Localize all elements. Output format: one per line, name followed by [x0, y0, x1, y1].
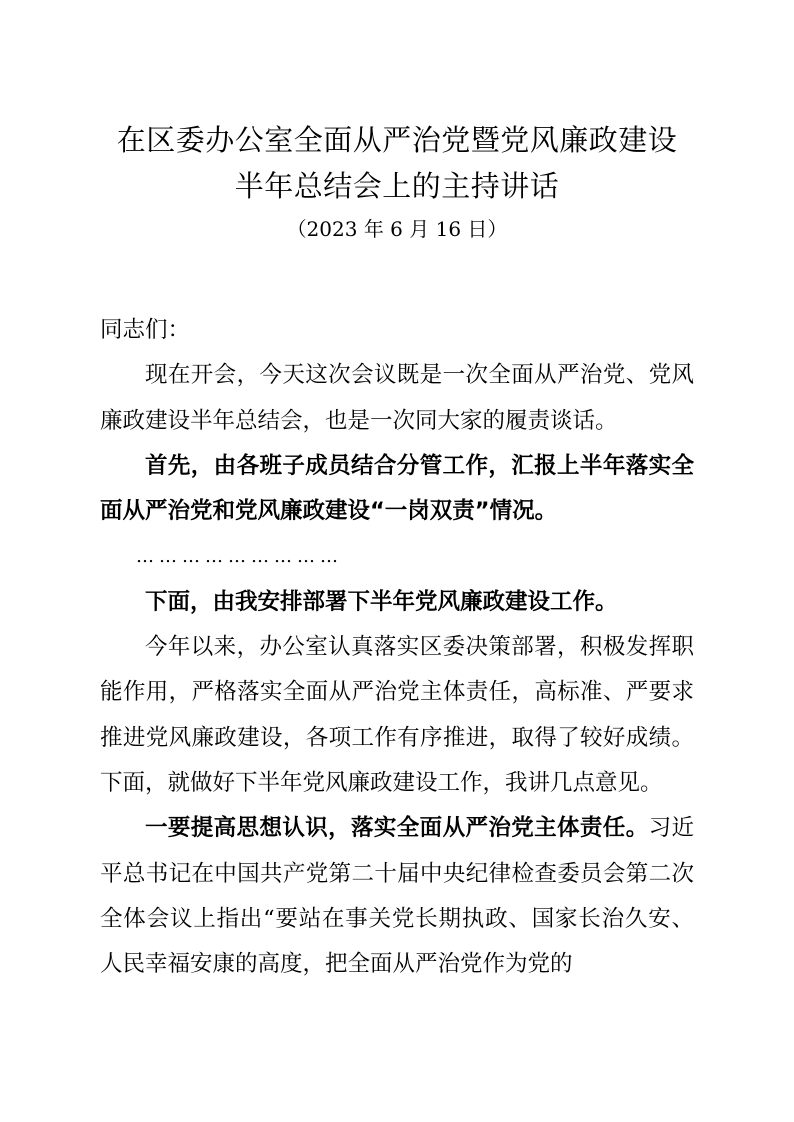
paragraph-summary: 今年以来，办公室认真落实区委决策部署，积极发挥职能作用，严格落实全面从严治党主体责任，高标准、严要求推进党风廉政建设，各项工作有序推进，取得了较好成绩。下面，就做好下半年党风廉政建设工作，我讲几点意见。	[100, 634, 694, 796]
point-one-text: 习近平总书记在中国共产党第二十届中央纪律检查委员会第二次全体会议上指出“要站在事关党长期执政、国家长治久安、人民幸福安康的高度，把全面从严治党作为党的	[100, 815, 694, 978]
salutation: 同志们：	[100, 317, 191, 343]
document-date: （2023 年 6 月 16 日）	[286, 217, 508, 241]
document-title-line-1: 在区委办公室全面从严治党暨党风廉政建设	[116, 123, 678, 157]
paragraph-point-one	[100, 806, 694, 987]
document-body	[100, 308, 694, 987]
point-one-heading: 一要提高思想认识，落实全面从严治党主体责任。	[145, 815, 649, 842]
document-title-line-2: 半年总结会上的主持讲话	[234, 169, 560, 203]
ellipsis-separator: ………………………	[136, 546, 343, 568]
paragraph-report-instruction: 首先，由各班子成员结合分管工作，汇报上半年落实全面从严治党和党风廉政建设“一岗双责”情况。	[100, 452, 694, 525]
paragraph-deployment-intro: 下面，由我安排部署下半年党风廉政建设工作。	[145, 588, 618, 615]
paragraph-opening: 现在开会，今天这次会议既是一次全面从严治党、党风廉政建设半年总结会，也是一次同大家的履责谈话。	[100, 362, 694, 434]
